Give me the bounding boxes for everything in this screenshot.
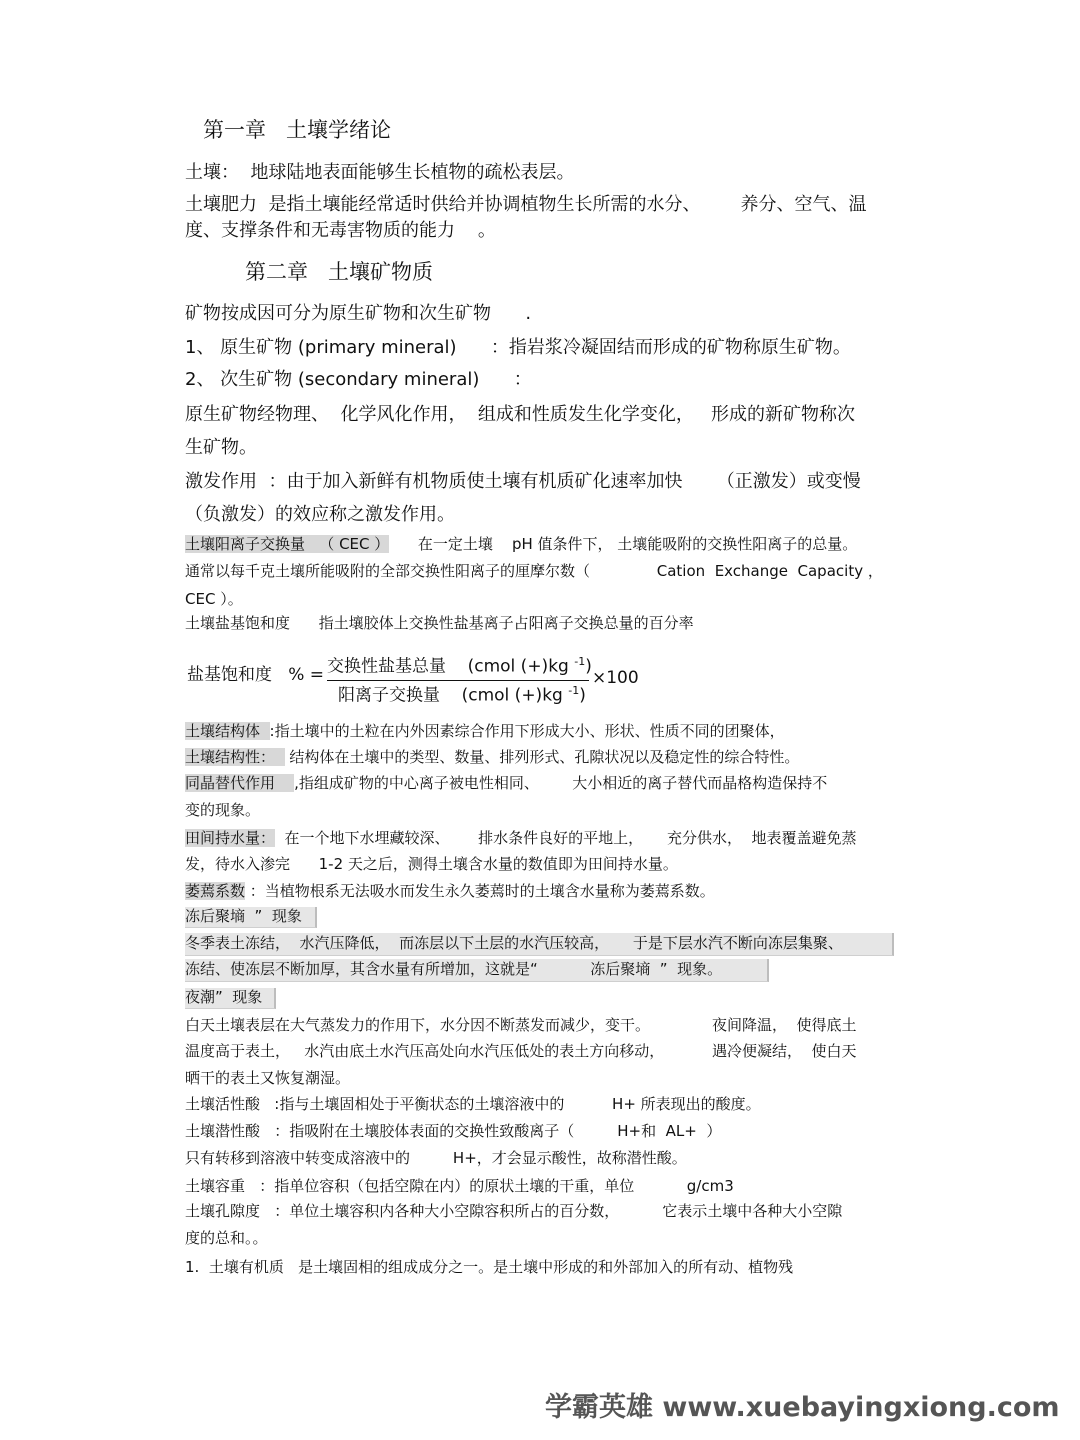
chapter-1-title: 第一章 土壤学绪论 [203, 118, 392, 142]
secondary-mineral-heading: 2、 次生矿物 (secondary mineral) ： [185, 369, 532, 390]
formula-lhs: 盐基饱和度 % = [187, 665, 325, 685]
soil-fertility-definition-cont: 度、支撑条件和无毒害物质的能力 。 [185, 220, 496, 241]
active-acidity-definition: 土壤活性酸 :指与土壤固相处于平衡状态的土壤溶液中的 H+ 所表现出的酸度。 [185, 1095, 761, 1113]
night-tide-line1: 白天土壤表层在大气蒸发力的作用下，水分因不断蒸发而减少，变干。 夜间降温， 使得底土 [185, 1016, 857, 1034]
bulk-density-definition: 土壤容重 ：指单位容积（包括空隙在内）的原状土壤的干重，单位 g/cm3 [185, 1177, 734, 1195]
organic-matter-definition: 1. 土壤有机质 是土壤固相的组成成分之一。是土壤中形成的和外部加入的所有动、植物残 [185, 1258, 794, 1276]
soil-structurality-line [185, 750, 799, 765]
soil-structurality-term: 土壤结构性： [185, 748, 285, 766]
mineral-classification: 矿物按成因可分为原生矿物和次生矿物 . [185, 303, 532, 324]
isomorphous-substitution-line [185, 776, 827, 791]
wilting-coefficient-line [185, 884, 715, 899]
porosity-line1: 土壤孔隙度 ：单位土壤容积内各种大小空隙容积所占的百分数， 它表示土壤中各种大小空隙 [185, 1202, 843, 1220]
soil-structure-line [185, 724, 785, 739]
watermark-footer: 学霸英雄 www.xuebayingxiong.com [545, 1392, 1060, 1423]
formula-multiplier: ×100 [592, 668, 639, 688]
cec-line [185, 537, 857, 552]
secondary-mineral-definition-cont: 生矿物。 [185, 437, 257, 458]
priming-effect-definition: 激发作用 ：由于加入新鲜有机物质使土壤有机质矿化速率加快 （正激发）或变慢 [185, 471, 861, 492]
soil-definition: 土壤： 地球陆地表面能够生长植物的疏松表层。 [185, 162, 575, 183]
formula-numerator: 交换性盐基总量 (cmol (+)kg $^{-1}$) [327, 655, 592, 677]
field-capacity-line [185, 831, 857, 846]
porosity-line2: 度的总和。。 [185, 1229, 268, 1247]
cec-definition-line3: CEC ）。 [185, 590, 243, 608]
soil-structurality-definition: 结构体在土壤中的类型、数量、排列形式、孔隙状况以及稳定性的综合特性。 [284, 748, 800, 766]
isomorphous-substitution-term: 同晶替代作用 [185, 774, 295, 792]
potential-acidity-line2: 只有转移到溶液中转变成溶液中的 H+，才会显示酸性，故称潜性酸。 [185, 1149, 687, 1167]
secondary-mineral-definition: 原生矿物经物理、 化学风化作用， 组成和性质发生化学变化， 形成的新矿物称次 [185, 404, 856, 425]
field-capacity-cont: 发，待水入渗完 1-2 天之后，测得土壤含水量的数值即为田间持水量。 [185, 855, 678, 873]
formula-fraction-bar [327, 680, 589, 681]
field-capacity-term: 田间持水量： [185, 829, 276, 847]
cec-term: 土壤阳离子交换量 （ CEC ） [185, 535, 390, 553]
formula-denominator: 阳离子交换量 (cmol (+)kg $^{-1}$) [338, 684, 586, 706]
isomorphous-substitution-definition: ,指组成矿物的中心离子被电性相同、 大小相近的离子替代而晶格构造保持不 [294, 774, 828, 792]
wilting-coefficient-definition: ：当植物根系无法吸水而发生永久萎蔫时的土壤含水量称为萎蔫系数。 [245, 882, 715, 900]
field-capacity-definition: 在一个地下水埋藏较深、 排水条件良好的平地上， 充分供水， 地表覆盖避免蒸 [275, 829, 857, 847]
frost-moisture-line2: 冻结、使冻层不断加厚，其含水量有所增加，这就是“ 冻后聚墒 ” 现象。 [185, 959, 769, 982]
potential-acidity-line1: 土壤潜性酸 ：指吸附在土壤胶体表面的交换性致酸离子（ H+和 AL+ ） [185, 1122, 722, 1140]
cec-definition: 在一定土壤 pH 值条件下， 土壤能吸附的交换性阳离子的总量。 [417, 535, 858, 553]
night-tide-title: 夜潮” 现象 [185, 988, 276, 1009]
priming-effect-definition-cont: （负激发）的效应称之激发作用。 [185, 504, 455, 525]
frost-moisture-title: 冻后聚墒 ” 现象 [185, 907, 317, 928]
primary-mineral-definition: 1、 原生矿物 (primary mineral) ：指岩浆冷凝固结而形成的矿物称原生矿物。 [185, 337, 851, 358]
wilting-coefficient-term: 萎蔫系数 [185, 882, 246, 900]
isomorphous-substitution-cont: 变的现象。 [185, 801, 261, 819]
cec-definition-line2: 通常以每千克土壤所能吸附的全部交换性阳离子的厘摩尔数（ Cation Exchange Capacity ， [185, 562, 883, 580]
chapter-2-title: 第二章 土壤矿物质 [245, 260, 434, 284]
soil-structure-definition: :指土壤中的土粒在内外因素综合作用下形成大小、形状、性质不同的团聚体， [269, 722, 785, 740]
base-saturation-definition: 土壤盐基饱和度 指土壤胶体上交换性盐基离子占阳离子交换总量的百分率 [185, 614, 694, 632]
night-tide-line2: 温度高于表土， 水汽由底土水汽压高处向水汽压低处的表土方向移动， 遇冷便凝结， 使白天 [185, 1042, 857, 1060]
soil-structure-term: 土壤结构体 [185, 722, 270, 740]
soil-fertility-definition: 土壤肥力 是指土壤能经常适时供给并协调植物生长所需的水分、 养分、空气、温 [185, 194, 867, 215]
frost-moisture-line1: 冬季表土冻结， 水汽压降低， 而冻层以下土层的水汽压较高， 于是下层水汽不断向冻层集聚、 [185, 933, 894, 956]
night-tide-line3: 晒干的表土又恢复潮湿。 [185, 1069, 351, 1087]
